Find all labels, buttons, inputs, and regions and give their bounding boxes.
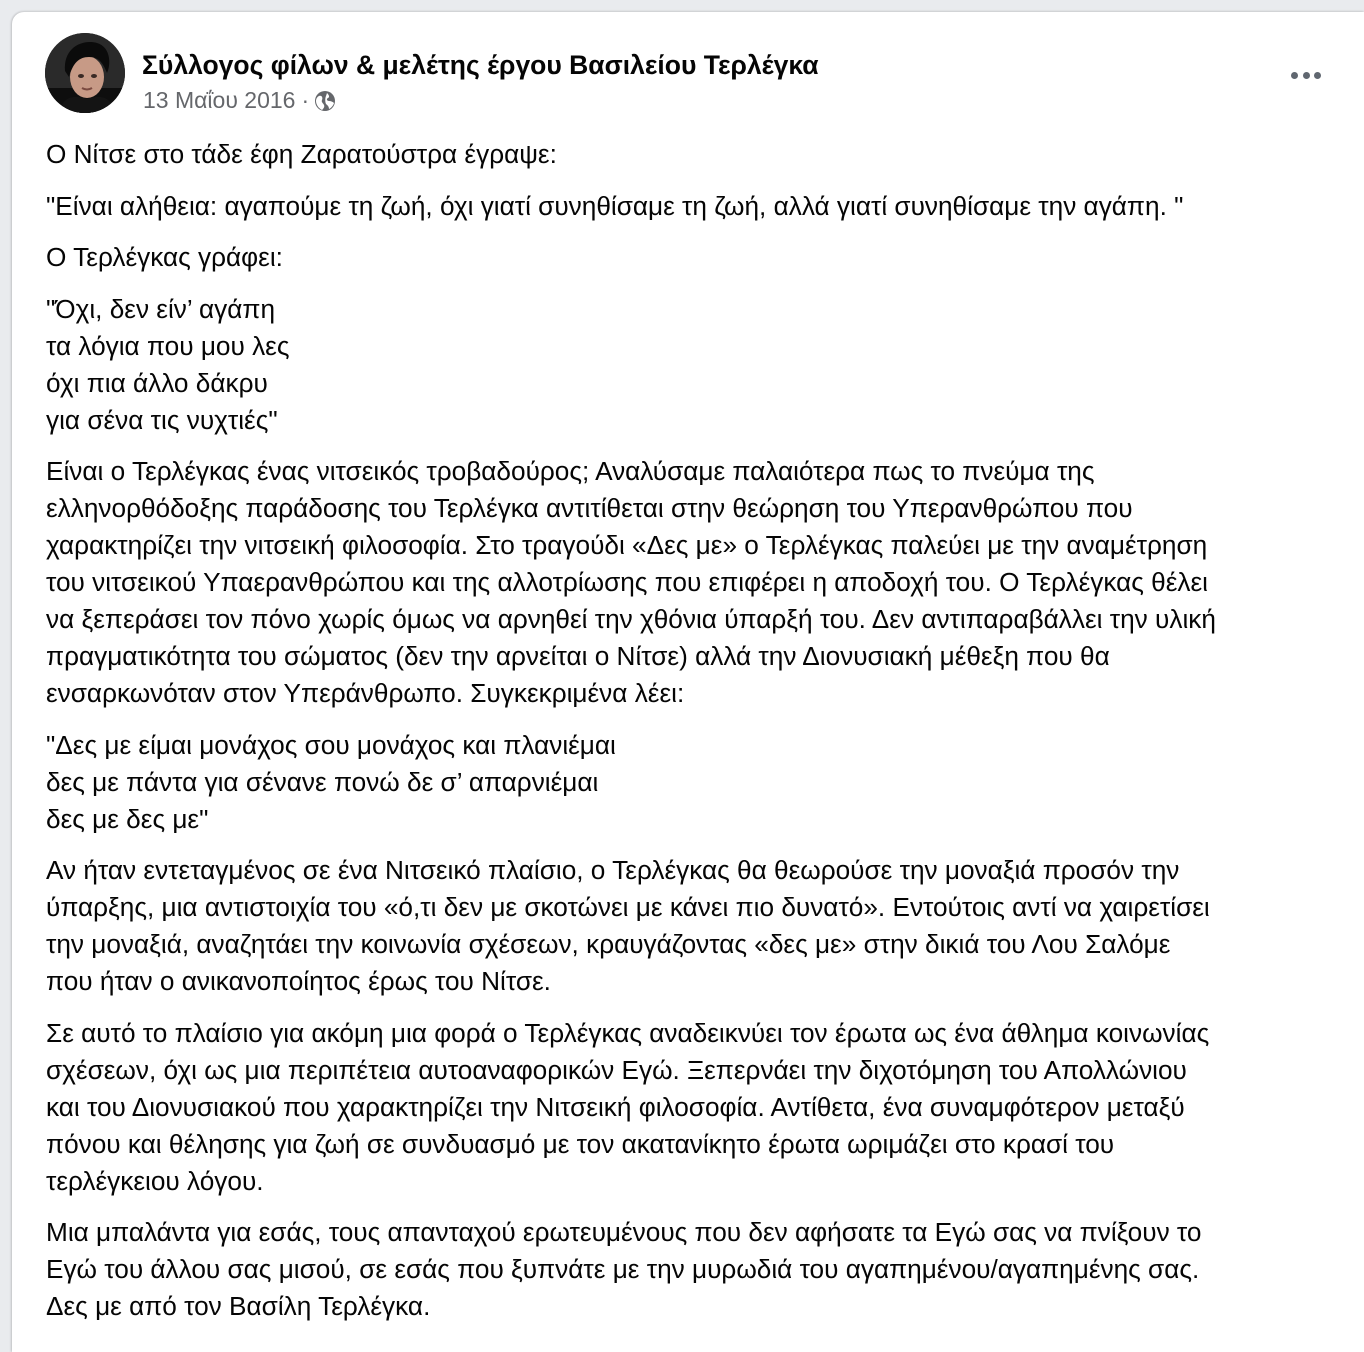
page-name-link[interactable]: Σύλλογος φίλων & μελέτης έργου Βασιλείου Τερλέγκα — [142, 50, 819, 80]
post-paragraph: Μια μπαλάντα για εσάς, τους απανταχού ερωτευμένους που δεν αφήσατε τα Εγώ σας να πνίξουν το Εγώ του άλλου σας μισού, σε εσάς που ξυπνάτε με την μυρωδιά του αγαπημένου/αγαπημένης σας. Δες με από τον Βασίλη Τερλέγκα. — [46, 1217, 1202, 1321]
post-paragraph: "Όχι, δεν είν’ αγάπη τα λόγια που μου λες όχι πια άλλο δάκρυ για σένα τις νυχτιές" — [46, 293, 290, 435]
post-paragraph: Αν ήταν εντεταγμένος σε ένα Νιτσεικό πλαίσιο, ο Τερλέγκας θα θεωρούσε την μοναξιά προσόν την ύπαρξης, μια αντιστοιχία του «ό,τι δεν με σκοτώνει με κάνει πιο δυνατό». Εντούτοις αντί να χαιρετίσει την μοναξιά, αναζητάει την κοινωνία σχέσεων, κραυγάζοντας «δες με» στην δικιά του Λου Σαλόμε που ήταν ο ανικανοποίητος έρως του Νίτσε. — [46, 855, 1210, 996]
post-paragraph: Είναι ο Τερλέγκας ένας νιτσεικός τροβαδούρος; Αναλύσαμε παλαιότερα πως το πνεύμα της ελληνορθόδοξης παράδοσης του Τερλέγκα αντιτίθεται στην θεώρηση του Υπερανθρώπου που χαρακτηρίζει την νιτσεική φιλοσοφία. Στο τραγούδι «Δες με» ο Τερλέγκας παλεύει με την αναμέτρηση του νιτσεικού Υπαερανθρώπου και της αλλοτρίωσης που επιφέρει η αποδοχή του. Ο Τερλέγκας θέλει να ξεπεράσει τον πόνο χωρίς όμως να αρνηθεί την χθόνια ύπαρξή του. Δεν αντιπαραβάλλει την υλική πραγματικότητα του σώματος (δεν την αρνείται ο Νίτσε) αλλά την Διονυσιακή μέθεξη που θα ενσαρκωνόταν στον Υπεράνθρωπο. Συγκεκριμένα λέει: — [46, 456, 1216, 708]
post-paragraph: "Είναι αλήθεια: αγαπούμε τη ζωή, όχι γιατί συνηθίσαμε τη ζωή, αλλά γιατί συνηθίσαμε την αγάπη. " — [46, 190, 1184, 221]
meta-separator: · — [301, 87, 310, 113]
post-card — [12, 12, 1364, 1352]
avatar[interactable] — [45, 33, 125, 113]
globe-icon[interactable] — [314, 90, 336, 112]
post-paragraph: "Δες με είμαι μονάχος σου μονάχος και πλανιέμαι δες με πάντα για σένανε πονώ δε σ’ απαρνιέμαι δες με δες με" — [46, 729, 616, 834]
post-paragraph: Ο Τερλέγκας γράφει: — [46, 242, 283, 272]
avatar-image — [45, 33, 125, 113]
post-paragraph: Σε αυτό το πλαίσιο για ακόμη μια φορά ο Τερλέγκας αναδεικνύει τον έρωτα ως ένα άθλημα κοινωνίας σχέσεων, όχι ως μια περιπέτεια αυτοαναφορικών Εγώ. Ξεπερνάει την διχοτόμηση του Απολλώνιου και του Διονυσιακού που χαρακτηρίζει την Νιτσεική φιλοσοφία. Αντίθετα, ένα συναμφότερον μεταξύ πόνου και θέλησης για ζωή σε συνδυασμό με τον ακατανίκητο έρωτα ωριμάζει στο κρασί του τερλέγκειου λόγου. — [46, 1017, 1210, 1196]
post-body — [46, 136, 1346, 1340]
more-options-button[interactable] — [1286, 63, 1326, 87]
post-meta — [143, 87, 336, 114]
more-options-dot — [1314, 72, 1321, 79]
post-header — [45, 33, 1334, 115]
more-options-icon — [1291, 72, 1298, 79]
post-paragraph: Ο Νίτσε στο τάδε έφη Ζαρατούστρα έγραψε: — [46, 139, 557, 169]
more-options-dot — [1303, 72, 1310, 79]
post-date[interactable]: 13 Μαΐου 2016 — [143, 87, 296, 113]
